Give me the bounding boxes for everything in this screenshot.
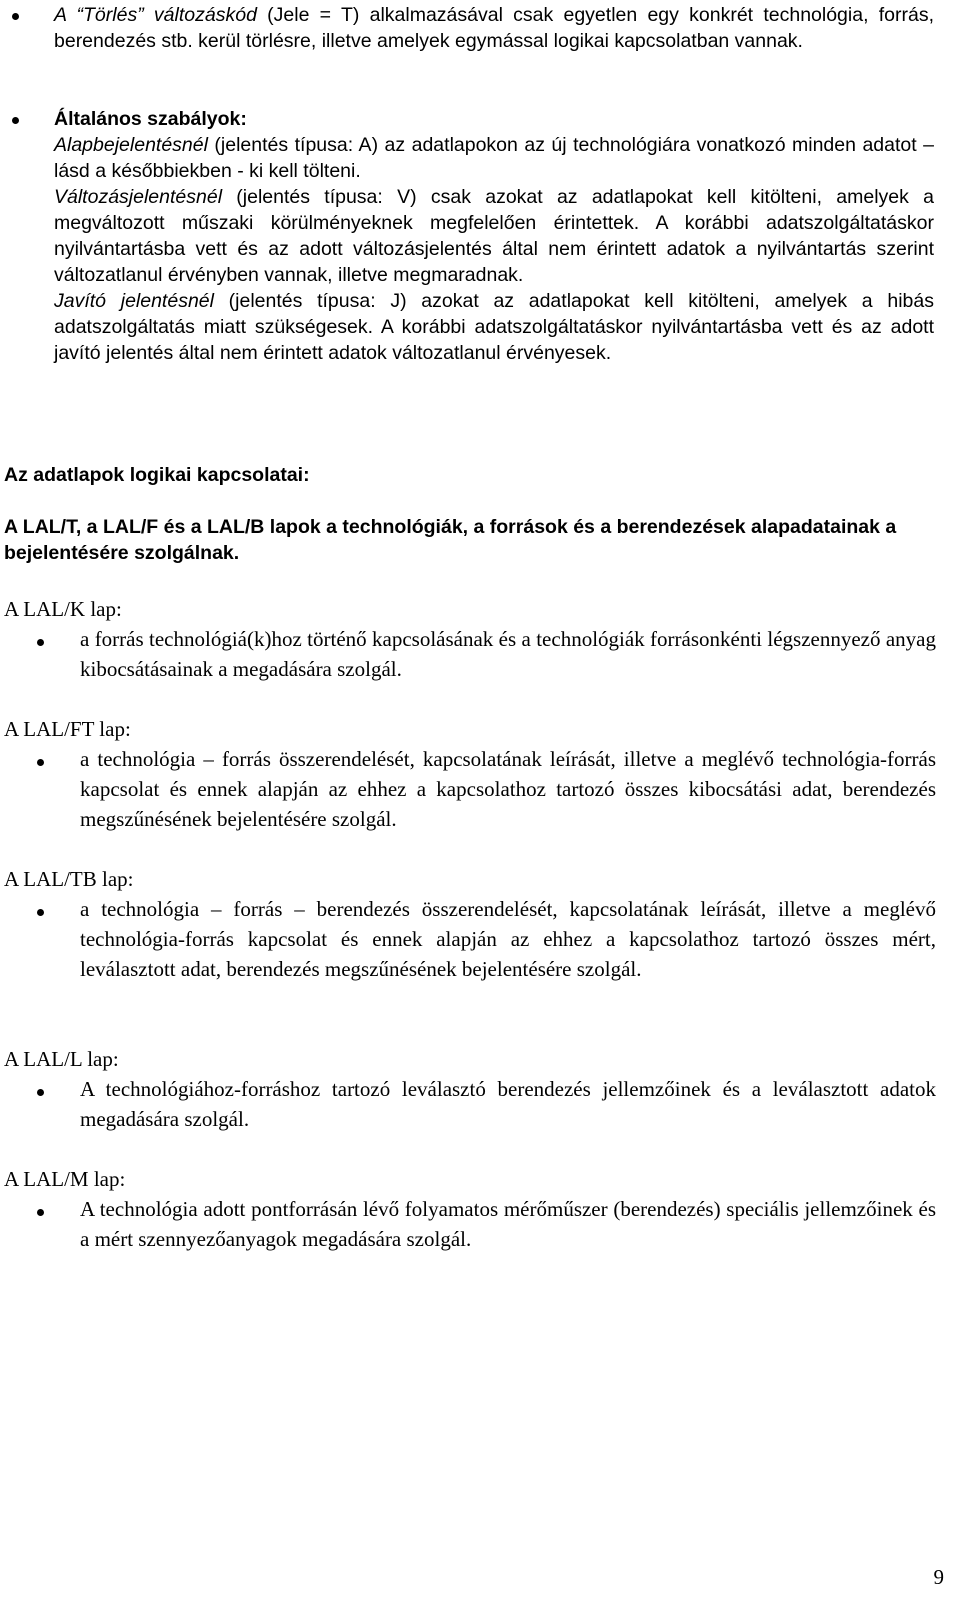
section-text-lal-ft: a technológia – forrás összerendelését, kapcsolatának leírását, illetve a meglévő technológia-forrás kapcsolat és ennek alapján az ehhez a kapcsolathoz tartozó összes kibocsátási adat, berendezés megszűnésének bejelentésére szolgál. bbox=[80, 747, 936, 831]
correction-report-text: (jelentés típusa: J) azokat az adatlapokat kell kitölteni, amelyek a hibás adatszolgáltatás miatt szükségesek. A korábbi adatszolgáltatáskor nyilvántartásba vett és az adott javító jelentés által nem érintett adatok változatlanul érvényesek. bbox=[54, 290, 934, 364]
bullet-dot bbox=[37, 1209, 44, 1216]
base-report-paragraph bbox=[54, 132, 934, 184]
bullet-dot bbox=[37, 639, 44, 646]
bullet-dot bbox=[37, 759, 44, 766]
base-report-text: (jelentés típusa: A) az adatlapokon az új technológiára vonatkozó minden adatot – lásd a későbbiekben - ki kell tölteni. bbox=[54, 134, 934, 182]
general-rules-title: Általános szabályok: bbox=[54, 108, 247, 130]
bullet-dot bbox=[37, 1089, 44, 1096]
section-text-lal-tb: a technológia – forrás – berendezés összerendelését, kapcsolatának leírását, illetve a meglévő technológia-forrás kapcsolat és ennek alapján az ehhez a kapcsolathoz tartozó összes mért, leválasztott adat, berendezés megszűnésének bejelentésére szolgál. bbox=[80, 897, 936, 981]
section-label-lal-l: A LAL/L lap: bbox=[4, 1047, 119, 1071]
bullet-dot bbox=[37, 909, 44, 916]
page-number: 9 bbox=[933, 1565, 944, 1589]
general-rules bbox=[54, 106, 934, 366]
section-text-lal-l: A technológiához-forráshoz tartozó leválasztó berendezés jellemzőinek és a leválasztott adatok megadására szolgál. bbox=[80, 1077, 936, 1131]
bullet-dot bbox=[12, 13, 19, 20]
base-report-italic: Alapbejelentésnél bbox=[54, 134, 208, 156]
lal-tfb-heading: A LAL/T, a LAL/F és a LAL/B lapok a technológiák, a források és a berendezések alapadatainak a bejelentésére szolgálnak. bbox=[4, 516, 897, 564]
correction-report-italic: Javító jelentésnél bbox=[54, 290, 214, 312]
section-text-lal-k: a forrás technológiá(k)hoz történő kapcsolásának és a technológiák forrásonkénti légszennyező anyag kibocsátásainak a megadására szolgál. bbox=[80, 627, 936, 681]
change-report-text: (jelentés típusa: V) csak azokat az adatlapokat kell kitölteni, amelyek a megváltozott műszaki körülményeknek megfelelően érintettek. A korábbi adatszolgáltatáskor nyilvántartásba vett és az adott változásjelentés által nem érintett adatok a nyilvántartás szerint változatlanul érvényben vannak, illetve megmaradnak. bbox=[54, 186, 934, 286]
correction-report-paragraph bbox=[54, 288, 934, 366]
top-bullet-italic: A “Törlés” változáskód bbox=[54, 4, 257, 26]
top-bullet-rest: (Jele = T) alkalmazásával csak egyetlen egy konkrét technológia, forrás, berendezés stb. kerül törlésre, illetve amelyek egymással logikai kapcsolatban vannak. bbox=[54, 4, 935, 52]
section-text-lal-m: A technológia adott pontforrásán lévő folyamatos mérőműszer (berendezés) speciális jellemzőinek és a mért szennyezőanyagok megadására szolgál. bbox=[80, 1197, 936, 1251]
top-bullet-text bbox=[54, 2, 934, 54]
change-report-italic: Változásjelentésnél bbox=[54, 186, 223, 208]
change-report-paragraph bbox=[54, 184, 934, 288]
section-label-lal-k: A LAL/K lap: bbox=[4, 597, 122, 621]
bullet-dot bbox=[12, 117, 19, 124]
section-label-lal-ft: A LAL/FT lap: bbox=[4, 717, 131, 741]
section-label-lal-m: A LAL/M lap: bbox=[4, 1167, 126, 1191]
section-label-lal-tb: A LAL/TB lap: bbox=[4, 867, 134, 891]
logical-connections-heading: Az adatlapok logikai kapcsolatai: bbox=[4, 464, 310, 486]
